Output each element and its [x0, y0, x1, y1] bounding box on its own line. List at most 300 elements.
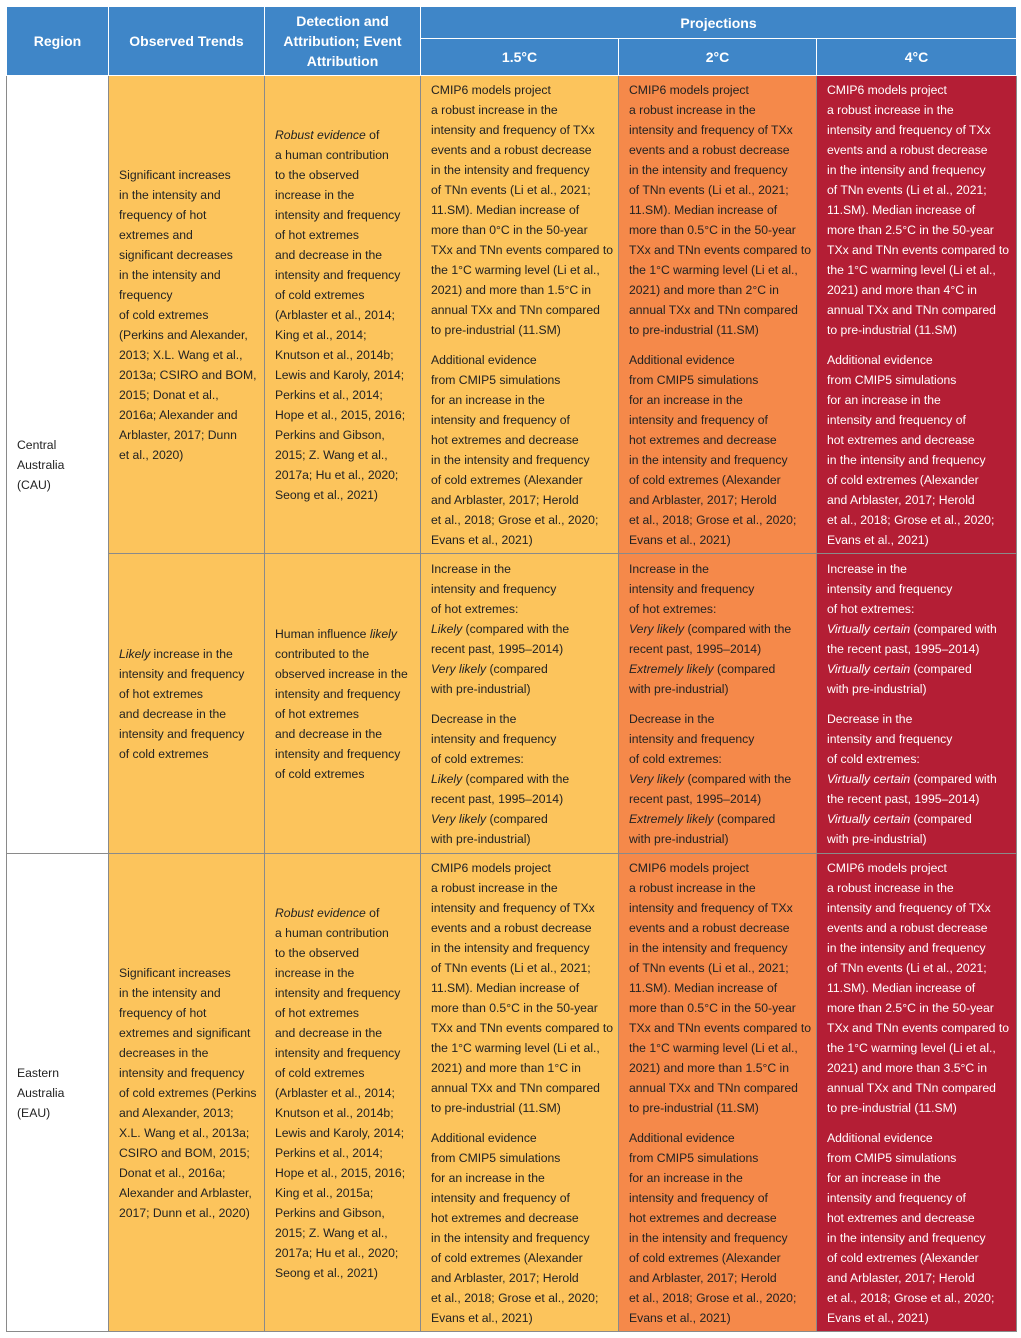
text-run: increase in the	[275, 187, 355, 202]
text-line	[275, 405, 414, 425]
text-run: of	[365, 905, 380, 920]
text-run: to the observed	[275, 167, 360, 182]
text-line: for an increase in the	[827, 392, 941, 407]
text-line	[629, 749, 810, 769]
text-line: events and a robust decrease	[827, 920, 988, 935]
text-line: hot extremes and decrease	[431, 432, 579, 447]
text-run: (compared with	[910, 771, 997, 786]
text-line: and Arblaster, 2017; Herold	[629, 1270, 777, 1285]
text-line: more than 0°C in the 50-year	[431, 222, 588, 237]
text-line: to pre-industrial (11.SM)	[431, 1100, 561, 1115]
observed-trends-cell	[109, 76, 265, 554]
projection-paragraph	[827, 80, 1010, 340]
text-line: to pre-industrial (11.SM)	[629, 1100, 759, 1115]
text-run: Increase in the	[827, 561, 907, 576]
text-line	[275, 744, 414, 764]
text-line: a robust increase in the	[431, 102, 558, 117]
text-line: Central	[17, 437, 57, 452]
text-run: of cold extremes:	[431, 751, 524, 766]
text-line: Significant increases	[119, 965, 231, 980]
text-line	[275, 485, 414, 505]
text-run: intensity and frequency	[827, 731, 953, 746]
text-line	[629, 679, 810, 699]
text-line: annual TXx and TNn compared	[827, 1080, 996, 1095]
text-run: and decrease in the	[275, 1025, 383, 1040]
text-line: et al., 2018; Grose et al., 2020;	[431, 512, 599, 527]
text-line: and Alexander, 2013;	[119, 1105, 234, 1120]
text-line: 11.SM). Median increase of	[827, 980, 976, 995]
projection-paragraph	[827, 1128, 1010, 1328]
text-run: King et al., 2015a;	[275, 1185, 374, 1200]
text-line: in the intensity and frequency	[431, 452, 590, 467]
text-run: intensity and frequency	[629, 581, 755, 596]
text-run: of hot extremes	[275, 706, 359, 721]
text-line: CMIP6 models project	[629, 860, 749, 875]
text-line: the 1°C warming level (Li et al.,	[629, 1040, 798, 1055]
text-line	[275, 1063, 414, 1083]
text-line: TXx and TNn events compared to	[827, 242, 1010, 257]
text-run: intensity and frequency	[275, 746, 401, 761]
text-line	[275, 624, 414, 644]
text-line	[431, 639, 612, 659]
text-line: 2021) and more than 1.5°C in	[431, 282, 592, 297]
text-line: CMIP6 models project	[827, 860, 947, 875]
text-line	[119, 684, 258, 704]
text-line: intensity and frequency of	[827, 412, 966, 427]
text-line: in the intensity and frequency	[629, 452, 788, 467]
text-run: the recent past, 1995–2014)	[827, 641, 980, 656]
text-line: annual TXx and TNn compared	[629, 302, 798, 317]
text-run: 2015; Z. Wang et al.,	[275, 447, 388, 462]
text-line: from CMIP5 simulations	[827, 1150, 957, 1165]
text-run: the recent past, 1995–2014)	[827, 791, 980, 806]
text-line: of TNn events (Li et al., 2021;	[827, 960, 987, 975]
italic-term: Extremely likely	[629, 661, 714, 676]
header-observed-trends: Observed Trends	[109, 7, 265, 76]
text-run: with pre-industrial)	[431, 831, 531, 846]
text-line: 2021) and more than 4°C in	[827, 282, 977, 297]
text-line: et al., 2018; Grose et al., 2020;	[827, 1290, 995, 1305]
text-line	[629, 659, 810, 679]
text-line: Australia	[17, 1085, 65, 1100]
text-line	[629, 729, 810, 749]
text-line: and Arblaster, 2017; Herold	[827, 1270, 975, 1285]
text-run: with pre-industrial)	[827, 831, 927, 846]
text-run: Decrease in the	[629, 711, 715, 726]
text-line	[827, 559, 1010, 579]
text-line: of TNn events (Li et al., 2021;	[431, 182, 591, 197]
text-line	[629, 619, 810, 639]
text-line	[827, 709, 1010, 729]
text-line: in the intensity and frequency	[431, 162, 590, 177]
text-run: Hope et al., 2015, 2016;	[275, 1165, 406, 1180]
text-line: intensity and frequency of	[827, 1190, 966, 1205]
text-line	[629, 639, 810, 659]
text-line: annual TXx and TNn compared	[629, 1080, 798, 1095]
text-line: to pre-industrial (11.SM)	[827, 322, 957, 337]
text-line	[275, 285, 414, 305]
italic-term: Likely	[431, 621, 463, 636]
text-line: of cold extremes (Alexander	[629, 472, 781, 487]
text-line: from CMIP5 simulations	[827, 372, 957, 387]
text-line: hot extremes and decrease	[827, 1210, 975, 1225]
text-line	[629, 809, 810, 829]
text-line	[119, 664, 258, 684]
projection-2c-cell	[619, 854, 817, 1332]
text-line: et al., 2018; Grose et al., 2020;	[629, 1290, 797, 1305]
text-run: recent past, 1995–2014)	[431, 641, 564, 656]
text-line: of cold extremes (Alexander	[431, 1250, 583, 1265]
text-line: the 1°C warming level (Li et al.,	[629, 262, 798, 277]
text-line	[275, 1083, 414, 1103]
text-line: a robust increase in the	[827, 880, 954, 895]
text-run: recent past, 1995–2014)	[629, 641, 762, 656]
text-line: 2016a; Alexander and	[119, 407, 238, 422]
text-line: CMIP6 models project	[629, 82, 749, 97]
text-line: to pre-industrial (11.SM)	[431, 322, 561, 337]
detection-attribution-cell	[265, 854, 421, 1332]
text-line	[275, 245, 414, 265]
text-run: increase in the	[150, 646, 233, 661]
text-line	[275, 644, 414, 664]
text-run: Perkins and Gibson,	[275, 1205, 385, 1220]
italic-term: Robust evidence	[275, 127, 366, 142]
text-line	[275, 1023, 414, 1043]
observed-trends-cell	[109, 854, 265, 1332]
text-line: 2021) and more than 1°C in	[431, 1060, 581, 1075]
projection-1-5c-cell	[421, 854, 619, 1332]
text-line: events and a robust decrease	[827, 142, 988, 157]
projection-paragraph	[827, 350, 1010, 550]
text-line: frequency of hot	[119, 207, 207, 222]
text-line	[629, 559, 810, 579]
text-line: of TNn events (Li et al., 2021;	[827, 182, 987, 197]
text-line	[275, 963, 414, 983]
text-line: in the intensity and frequency	[629, 1230, 788, 1245]
text-line	[275, 425, 414, 445]
text-line	[431, 709, 612, 729]
text-line	[275, 1003, 414, 1023]
projection-paragraph	[629, 559, 810, 699]
text-run: with pre-industrial)	[431, 681, 531, 696]
projection-paragraph	[431, 80, 612, 340]
projection-paragraph	[431, 709, 612, 849]
text-line	[275, 1243, 414, 1263]
table-row	[7, 76, 1017, 554]
projection-paragraph	[431, 858, 612, 1118]
extremes-table	[6, 6, 1017, 1332]
text-run: intensity and frequency	[431, 731, 557, 746]
text-line: 11.SM). Median increase of	[431, 980, 580, 995]
text-line	[275, 325, 414, 345]
text-line: intensity and frequency of	[431, 412, 570, 427]
text-line: for an increase in the	[431, 1170, 545, 1185]
text-line: Additional evidence	[431, 1130, 537, 1145]
text-line: and Arblaster, 2017; Herold	[629, 492, 777, 507]
text-line: 2013a; CSIRO and BOM,	[119, 367, 257, 382]
text-line: frequency	[119, 287, 173, 302]
text-line	[827, 829, 1010, 849]
text-line: of cold extremes (Alexander	[629, 1250, 781, 1265]
text-run: recent past, 1995–2014)	[629, 791, 762, 806]
text-run: intensity and frequency	[431, 581, 557, 596]
projection-paragraph	[827, 559, 1010, 699]
text-run: intensity and frequency	[119, 666, 245, 681]
text-line: intensity and frequency of TXx	[629, 122, 793, 137]
detection-attribution-cell	[265, 76, 421, 554]
text-line: intensity and frequency of TXx	[827, 122, 991, 137]
text-line: to pre-industrial (11.SM)	[629, 322, 759, 337]
text-line	[827, 579, 1010, 599]
text-line: events and a robust decrease	[431, 142, 592, 157]
projection-paragraph	[629, 80, 810, 340]
text-run: Human influence	[275, 626, 370, 641]
italic-term: Very likely	[629, 771, 685, 786]
italic-term: Likely	[119, 646, 151, 661]
text-run: increase in the	[275, 965, 355, 980]
text-run: Perkins et al., 2014;	[275, 387, 383, 402]
text-run: Perkins et al., 2014;	[275, 1145, 383, 1160]
text-line	[827, 639, 1010, 659]
text-line	[629, 579, 810, 599]
text-run: intensity and frequency	[275, 985, 401, 1000]
text-line	[275, 345, 414, 365]
text-run: (compared	[910, 661, 972, 676]
header-4c: 4°C	[817, 39, 1017, 76]
italic-term: Virtually certain	[827, 811, 911, 826]
text-run: observed increase in the	[275, 666, 408, 681]
projection-paragraph	[431, 559, 612, 699]
text-line: in the intensity and frequency	[827, 940, 986, 955]
text-line	[275, 305, 414, 325]
text-run: intensity and frequency	[275, 207, 401, 222]
text-line: intensity and frequency of TXx	[827, 900, 991, 915]
text-run: and decrease in the	[119, 706, 227, 721]
header-detection-attribution	[265, 7, 421, 76]
text-run: King et al., 2014;	[275, 327, 367, 342]
text-line	[275, 724, 414, 744]
text-line	[431, 659, 612, 679]
text-line: events and a robust decrease	[629, 920, 790, 935]
projection-4c-cell	[817, 76, 1017, 554]
text-line	[275, 185, 414, 205]
text-line: the 1°C warming level (Li et al.,	[431, 262, 600, 277]
text-line: Additional evidence	[431, 352, 537, 367]
text-run: recent past, 1995–2014)	[431, 791, 564, 806]
header-detection-line: Attribution	[306, 53, 379, 69]
text-line	[827, 769, 1010, 789]
text-line: from CMIP5 simulations	[431, 372, 561, 387]
italic-term: Very likely	[431, 661, 487, 676]
text-line: in the intensity and frequency	[431, 1230, 590, 1245]
text-line: TXx and TNn events compared to	[431, 242, 614, 257]
text-run: of cold extremes	[275, 766, 365, 781]
text-line: a robust increase in the	[629, 880, 756, 895]
text-line: CMIP6 models project	[431, 82, 551, 97]
observed-trends-cell	[109, 554, 265, 854]
text-line	[119, 644, 258, 664]
text-line	[431, 749, 612, 769]
text-line: Arblaster, 2017; Dunn	[119, 427, 237, 442]
text-line: Additional evidence	[827, 352, 933, 367]
projection-paragraph	[827, 709, 1010, 849]
text-line: of cold extremes (Alexander	[827, 1250, 979, 1265]
text-line: of cold extremes (Perkins	[119, 1085, 257, 1100]
text-line: extremes and	[119, 227, 193, 242]
text-line: more than 0.5°C in the 50-year	[629, 1000, 796, 1015]
text-line	[119, 744, 258, 764]
text-line: events and a robust decrease	[629, 142, 790, 157]
text-run: Perkins and Gibson,	[275, 427, 385, 442]
text-line	[275, 1183, 414, 1203]
text-line: to pre-industrial (11.SM)	[827, 1100, 957, 1115]
text-line: the 1°C warming level (Li et al.,	[827, 262, 996, 277]
text-line: in the intensity and frequency	[827, 1230, 986, 1245]
region-cell	[7, 854, 109, 1332]
text-line	[827, 789, 1010, 809]
table-body	[7, 76, 1017, 1332]
text-line: 11.SM). Median increase of	[629, 202, 778, 217]
text-line	[275, 165, 414, 185]
text-line: Evans et al., 2021)	[827, 532, 929, 547]
text-line: the 1°C warming level (Li et al.,	[431, 1040, 600, 1055]
text-run: Lewis and Karoly, 2014;	[275, 1125, 405, 1140]
text-run: and decrease in the	[275, 726, 383, 741]
projection-2c-cell	[619, 554, 817, 854]
projection-paragraph	[629, 709, 810, 849]
text-line	[827, 749, 1010, 769]
text-run: of hot extremes	[275, 227, 359, 242]
text-line: annual TXx and TNn compared	[827, 302, 996, 317]
text-run: Decrease in the	[431, 711, 517, 726]
text-run: (compared with the	[462, 771, 570, 786]
text-run: with pre-industrial)	[629, 831, 729, 846]
text-line: Donat et al., 2016a;	[119, 1165, 226, 1180]
text-run: Seong et al., 2021)	[275, 1265, 378, 1280]
text-line	[431, 679, 612, 699]
text-line: for an increase in the	[629, 1170, 743, 1185]
header-projections: Projections	[421, 7, 1017, 39]
text-run: of cold extremes:	[629, 751, 722, 766]
projection-paragraph	[431, 1128, 612, 1328]
text-line	[431, 579, 612, 599]
header-1-5c: 1.5°C	[421, 39, 619, 76]
text-line	[275, 1223, 414, 1243]
text-run: intensity and frequency	[275, 686, 401, 701]
text-line	[275, 465, 414, 485]
projection-1-5c-cell	[421, 554, 619, 854]
text-line: of TNn events (Li et al., 2021;	[629, 182, 789, 197]
table-row	[7, 854, 1017, 1332]
text-line: Additional evidence	[827, 1130, 933, 1145]
text-line: 2017; Dunn et al., 2020)	[119, 1205, 250, 1220]
text-run: Knutson et al., 2014b;	[275, 347, 394, 362]
text-line: hot extremes and decrease	[827, 432, 975, 447]
text-line: intensity and frequency	[119, 1065, 245, 1080]
italic-term: Very likely	[629, 621, 685, 636]
text-run: (compared	[713, 661, 776, 676]
text-run: Hope et al., 2015, 2016;	[275, 407, 406, 422]
text-line: CSIRO and BOM, 2015;	[119, 1145, 250, 1160]
text-line	[629, 599, 810, 619]
text-line	[275, 684, 414, 704]
italic-term: Virtually certain	[827, 621, 911, 636]
text-line: 2015; Donat et al.,	[119, 387, 219, 402]
text-run: (compared	[713, 811, 776, 826]
text-line: Australia	[17, 457, 65, 472]
text-line	[275, 1203, 414, 1223]
text-line: Additional evidence	[629, 1130, 735, 1145]
text-line	[275, 983, 414, 1003]
text-line: annual TXx and TNn compared	[431, 1080, 600, 1095]
text-line: of cold extremes (Alexander	[827, 472, 979, 487]
text-line: Evans et al., 2021)	[431, 1310, 533, 1325]
text-line: of cold extremes	[119, 307, 209, 322]
text-run: to the observed	[275, 945, 360, 960]
table-row	[7, 554, 1017, 854]
text-line	[275, 205, 414, 225]
text-line	[275, 225, 414, 245]
text-line	[431, 619, 612, 639]
text-line: of TNn events (Li et al., 2021;	[629, 960, 789, 975]
text-run: Increase in the	[629, 561, 709, 576]
projection-1-5c-cell	[421, 76, 619, 554]
text-line: from CMIP5 simulations	[629, 372, 759, 387]
text-run: (Arblaster et al., 2014;	[275, 307, 395, 322]
text-line: decreases in the	[119, 1045, 209, 1060]
text-line: intensity and frequency of TXx	[629, 900, 793, 915]
text-line: intensity and frequency of TXx	[431, 122, 595, 137]
text-line	[827, 619, 1010, 639]
text-line: intensity and frequency of	[629, 1190, 768, 1205]
text-line: frequency of hot	[119, 1005, 207, 1020]
italic-term: Extremely likely	[629, 811, 714, 826]
text-line: for an increase in the	[629, 392, 743, 407]
text-run: a human contribution	[275, 925, 389, 940]
text-line: hot extremes and decrease	[629, 432, 777, 447]
text-line: and Arblaster, 2017; Herold	[431, 492, 579, 507]
text-run: a human contribution	[275, 147, 389, 162]
text-line: Eastern	[17, 1065, 60, 1080]
text-line: Evans et al., 2021)	[431, 532, 533, 547]
text-run: and decrease in the	[275, 247, 383, 262]
text-line: from CMIP5 simulations	[629, 1150, 759, 1165]
text-line: Additional evidence	[629, 352, 735, 367]
text-line: for an increase in the	[431, 392, 545, 407]
text-run: (compared with	[910, 621, 997, 636]
text-run: intensity and frequency	[827, 581, 953, 596]
text-line	[431, 559, 612, 579]
projection-paragraph	[827, 858, 1010, 1118]
text-line	[275, 445, 414, 465]
text-run: (compared	[486, 661, 548, 676]
text-line: 2013; X.L. Wang et al.,	[119, 347, 243, 362]
text-run: Seong et al., 2021)	[275, 487, 378, 502]
text-line: and Arblaster, 2017; Herold	[431, 1270, 579, 1285]
text-line: in the intensity and frequency	[827, 162, 986, 177]
text-run: intensity and frequency	[275, 267, 401, 282]
text-line: intensity and frequency of	[629, 412, 768, 427]
text-line: 11.SM). Median increase of	[827, 202, 976, 217]
text-line	[431, 809, 612, 829]
text-line	[275, 1143, 414, 1163]
text-run: 2017a; Hu et al., 2020;	[275, 1245, 399, 1260]
text-run: of cold extremes:	[827, 751, 920, 766]
text-line: in the intensity and	[119, 267, 221, 282]
text-line: in the intensity and frequency	[827, 452, 986, 467]
text-line: a robust increase in the	[431, 880, 558, 895]
text-line: for an increase in the	[827, 1170, 941, 1185]
